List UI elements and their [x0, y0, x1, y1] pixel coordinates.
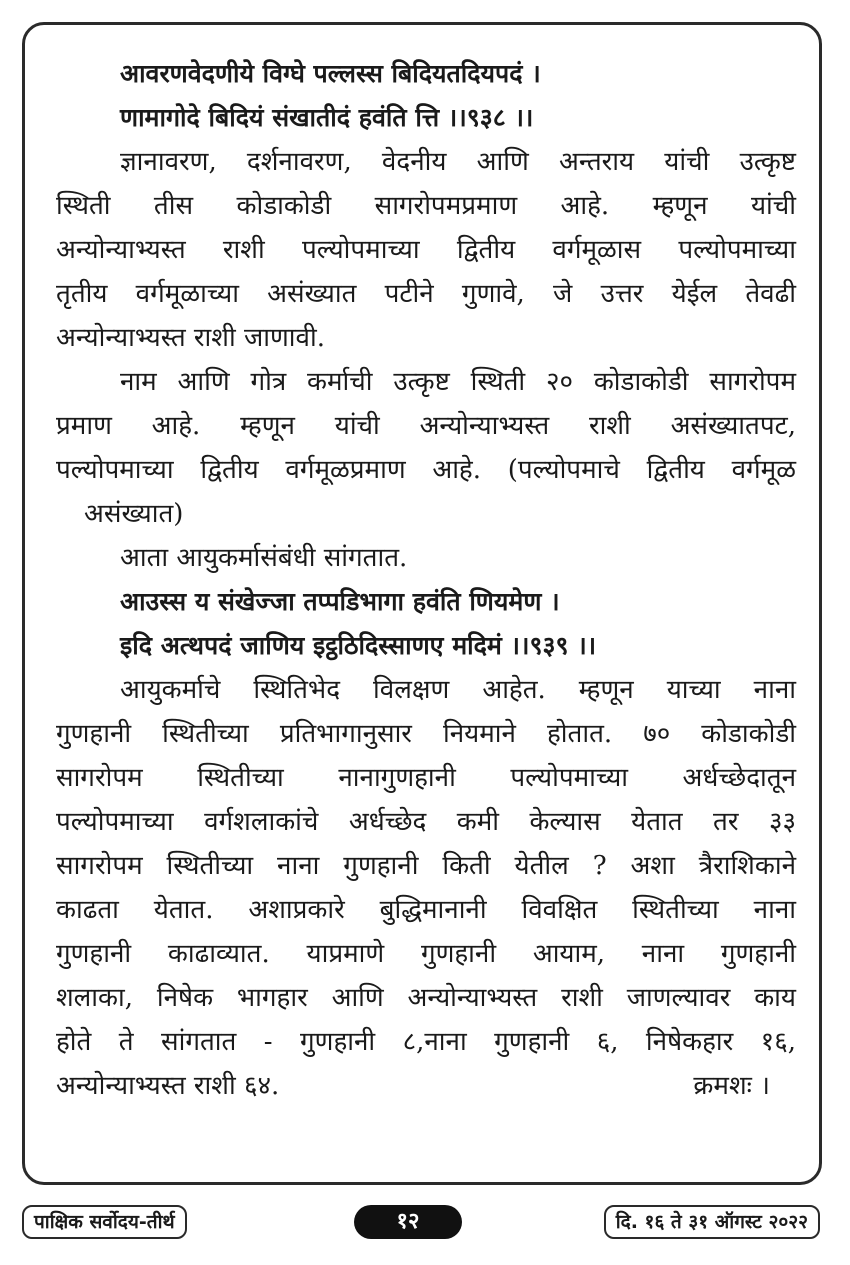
paragraph-line: तृतीय वर्गमूळाच्या असंख्यात पटीने गुणावे, जे उत्तर येईल तेवढी [56, 279, 796, 309]
paragraph-line: आता आयुकर्मासंबंधी सांगतात. [120, 543, 408, 573]
paragraph-line: पल्योपमाच्या द्वितीय वर्गमूळप्रमाण आहे. (पल्योपमाचे द्वितीय वर्गमूळ [56, 455, 796, 485]
paragraph-line: गुणहानी काढाव्यात. याप्रमाणे गुणहानी आयाम, नाना गुणहानी [56, 939, 796, 969]
verse-line: आउस्स य संखेज्जा तप्पडिभागा हवंति णियमेण । [120, 587, 560, 616]
continued-marker: क्रमशः । [693, 1071, 770, 1101]
paragraph-line: ज्ञानावरण, दर्शनावरण, वेदनीय आणि अन्तराय यांची उत्कृष्ट [120, 147, 796, 177]
last-line [56, 1064, 796, 1108]
paragraph-line: प्रमाण आहे. म्हणून यांची अन्योन्याभ्यस्त राशी असंख्यातपट, [56, 411, 796, 441]
paragraph-line: शलाका, निषेक भागहार आणि अन्योन्याभ्यस्त राशी जाणल्यावर काय [56, 983, 796, 1013]
paragraph-line: पल्योपमाच्या वर्गशलाकांचे अर्धच्छेद कमी केल्यास येतात तर ३३ [56, 807, 796, 837]
paragraph-line: आयुकर्माचे स्थितिभेद विलक्षण आहेत. म्हणून याच्या नाना [120, 675, 796, 705]
paragraph-line: गुणहानी स्थितीच्या प्रतिभागानुसार नियमाने होतात. ७० कोडाकोडी [56, 719, 796, 749]
paragraph-line: काढता येतात. अशाप्रकारे बुद्धिमानानी विवक्षित स्थितीच्या नाना [56, 895, 796, 925]
page-footer [22, 1205, 828, 1241]
paragraph-line: होते ते सांगतात - गुणहानी ८,नाना गुणहानी ६, निषेकहार १६, [56, 1027, 796, 1057]
paragraph-line: नाम आणि गोत्र कर्माची उत्कृष्ट स्थिती २० कोडाकोडी सागरोपम [120, 367, 796, 397]
verse-line: आवरणवेदणीये विग्घे पल्लस्स बिदियतदियपदं । [120, 59, 541, 88]
issue-date: दि. १६ ते ३१ ऑगस्ट २०२२ [604, 1205, 820, 1239]
publication-name: पाक्षिक सर्वोदय-तीर्थ [22, 1205, 187, 1239]
page-number: १२ [354, 1205, 462, 1239]
paragraph-line: अन्योन्याभ्यस्त राशी पल्योपमाच्या द्वितीय वर्गमूळास पल्योपमाच्या [56, 235, 796, 265]
verse-line: इदि अत्थपदं जाणिय इट्ठठिदिस्साणए मदिमं ।।९३९ ।। [120, 631, 597, 660]
paragraph-line: सागरोपम स्थितीच्या नानागुणहानी पल्योपमाच्या अर्धच्छेदातून [56, 763, 796, 793]
article-body [56, 52, 796, 1108]
paragraph-line: सागरोपम स्थितीच्या नाना गुणहानी किती येतील ? अशा त्रैराशिकाने [56, 851, 796, 881]
paragraph-line: स्थिती तीस कोडाकोडी सागरोपमप्रमाण आहे. म्हणून यांची [56, 191, 796, 221]
paragraph-line: अन्योन्याभ्यस्त राशी ६४. [56, 1071, 280, 1101]
verse-line: णामागोदे बिदियं संखातीदं हवंति त्ति ।।९३८ ।। [120, 103, 534, 132]
paragraph-line: असंख्यात) [84, 499, 184, 529]
paragraph-line: अन्योन्याभ्यस्त राशी जाणावी. [56, 323, 325, 353]
